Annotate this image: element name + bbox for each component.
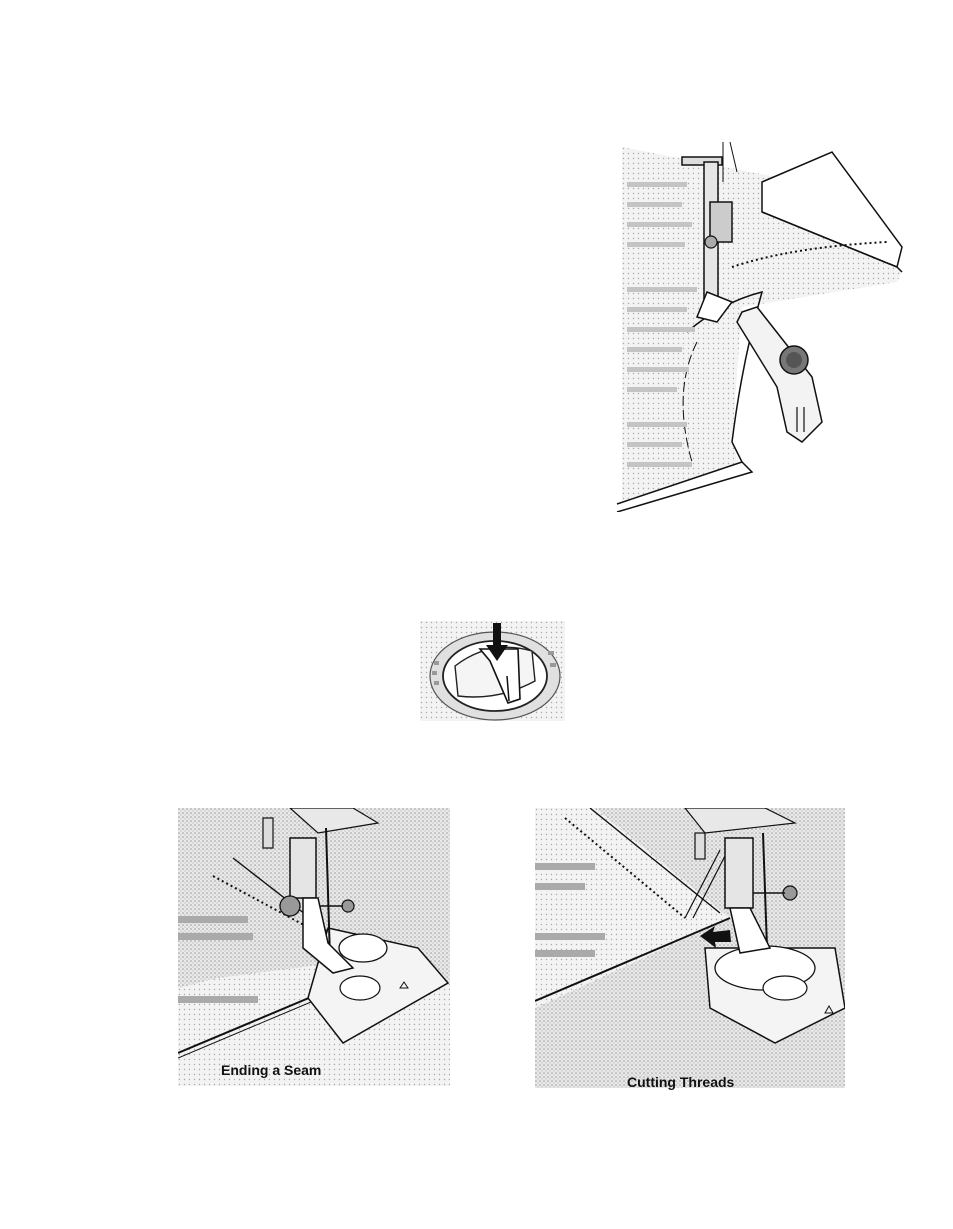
cutting-threads-caption: Cutting Threads <box>627 1074 735 1090</box>
ending-seam-figure <box>178 808 450 1086</box>
presser-foot-illustration <box>178 808 450 1086</box>
ending-seam-caption: Ending a Seam <box>221 1062 322 1078</box>
stitch-dial-arrow-illustration <box>420 621 565 721</box>
cutting-threads-figure <box>535 808 845 1088</box>
thread-cutter-illustration <box>535 808 845 1088</box>
seam-guide-illustration <box>612 142 912 512</box>
